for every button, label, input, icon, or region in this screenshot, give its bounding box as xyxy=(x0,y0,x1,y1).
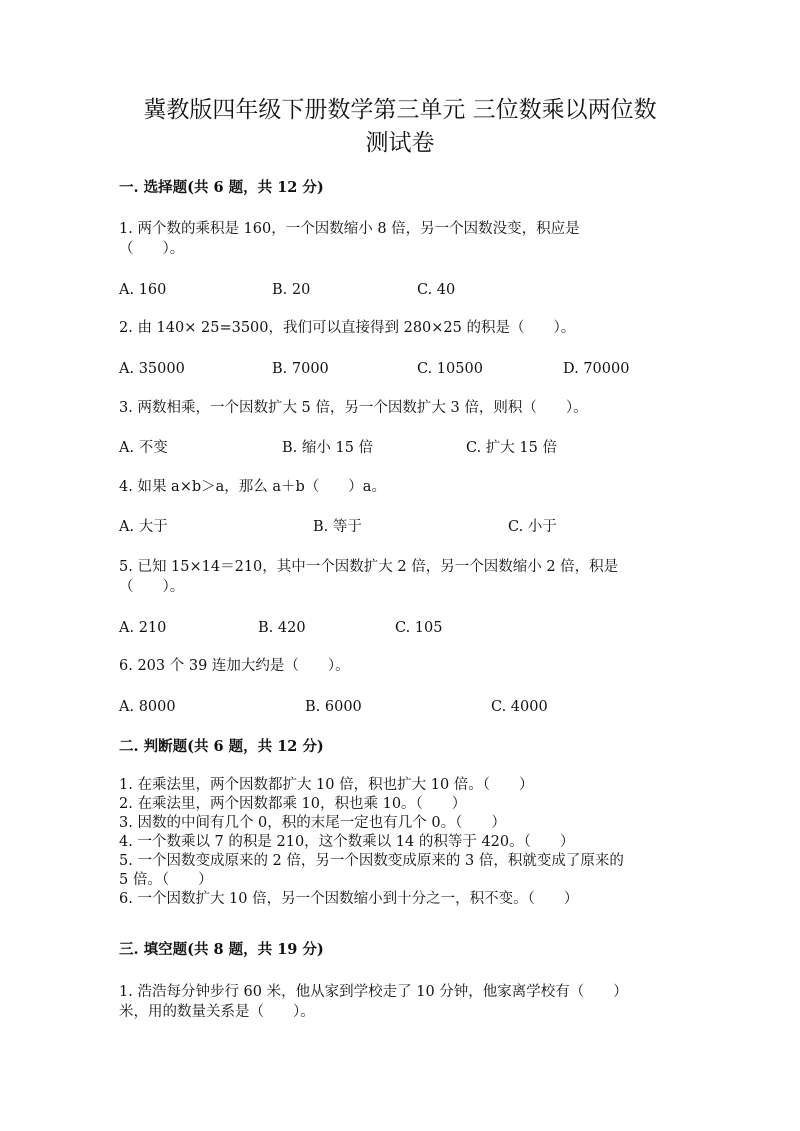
judge-item: 4. 一个数乘以 7 的积是 210，这个数乘以 14 的积等于 420。（ ） xyxy=(119,834,575,850)
section-heading-choice: 一. 选择题(共 6 题，共 12 分) xyxy=(119,179,324,196)
question-text: （ ）。 xyxy=(119,579,185,595)
judge-list xyxy=(119,776,679,909)
fill-question-1 xyxy=(119,982,679,1022)
judge-item: 6. 一个因数扩大 10 倍，另一个因数缩小到十分之一，积不变。（ ） xyxy=(119,891,579,907)
section-heading-judge: 二. 判断题(共 6 题，共 12 分) xyxy=(119,738,324,755)
option-a: A. 大于 xyxy=(119,519,168,535)
option-b: B. 7000 xyxy=(272,361,329,377)
question-text: 1. 两个数的乘积是 160，一个因数缩小 8 倍，另一个因数没变，积应是 xyxy=(119,221,580,237)
option-c: C. 扩大 15 倍 xyxy=(466,440,557,456)
question-text: 3. 两数相乘，一个因数扩大 5 倍，另一个因数扩大 3 倍，则积（ ）。 xyxy=(119,400,588,416)
question-text: 2. 由 140× 25=3500，我们可以直接得到 280×25 的积是（ ）。 xyxy=(119,320,576,336)
choice-question-4 xyxy=(119,477,679,497)
option-b: B. 等于 xyxy=(313,519,362,535)
option-b: B. 20 xyxy=(272,282,311,298)
judge-item: 1. 在乘法里，两个因数都扩大 10 倍，积也扩大 10 倍。（ ） xyxy=(119,777,534,793)
option-c: C. 小于 xyxy=(508,519,557,535)
option-c: C. 10500 xyxy=(417,361,483,377)
option-b: B. 缩小 15 倍 xyxy=(282,440,374,456)
question-text: 1. 浩浩每分钟步行 60 米，他从家到学校走了 10 分钟，他家离学校有（ ） xyxy=(119,984,628,1000)
section-heading-fill: 三. 填空题(共 8 题，共 19 分) xyxy=(119,941,324,958)
judge-item: 2. 在乘法里，两个因数都乘 10，积也乘 10。（ ） xyxy=(119,796,467,812)
page-title xyxy=(0,94,800,160)
option-c: C. 40 xyxy=(417,282,456,298)
option-b: B. 6000 xyxy=(305,699,362,715)
option-a: A. 8000 xyxy=(119,699,176,715)
title-line-2: 测试卷 xyxy=(365,130,435,156)
choice-question-2 xyxy=(119,318,679,338)
option-c: C. 105 xyxy=(395,620,443,636)
question-text: 4. 如果 a×b＞a，那么 a＋b（ ）a。 xyxy=(119,479,386,495)
option-a: A. 160 xyxy=(119,282,167,298)
question-text: （ ）。 xyxy=(119,241,185,257)
question-text: 5. 已知 15×14＝210，其中一个因数扩大 2 倍，另一个因数缩小 2 倍，积是 xyxy=(119,559,619,575)
option-d: D. 70000 xyxy=(563,361,630,377)
judge-item: 5. 一个因数变成原来的 2 倍，另一个因数变成原来的 3 倍，积就变成了原来的 xyxy=(119,853,624,869)
option-a: A. 35000 xyxy=(119,361,185,377)
judge-item: 3. 因数的中间有几个 0，积的末尾一定也有几个 0。（ ） xyxy=(119,815,506,831)
choice-question-1 xyxy=(119,219,679,259)
option-a: A. 210 xyxy=(119,620,167,636)
judge-item: 5 倍。（ ） xyxy=(119,872,213,888)
question-text: 米，用的数量关系是（ ）。 xyxy=(119,1004,315,1020)
option-b: B. 420 xyxy=(258,620,306,636)
option-c: C. 4000 xyxy=(491,699,548,715)
question-text: 6. 203 个 39 连加大约是（ ）。 xyxy=(119,658,350,674)
choice-question-6 xyxy=(119,656,679,676)
title-line-1: 冀教版四年级下册数学第三单元 三位数乘以两位数 xyxy=(143,97,657,123)
choice-question-3 xyxy=(119,398,679,418)
choice-question-5 xyxy=(119,557,679,597)
option-a: A. 不变 xyxy=(119,440,168,456)
